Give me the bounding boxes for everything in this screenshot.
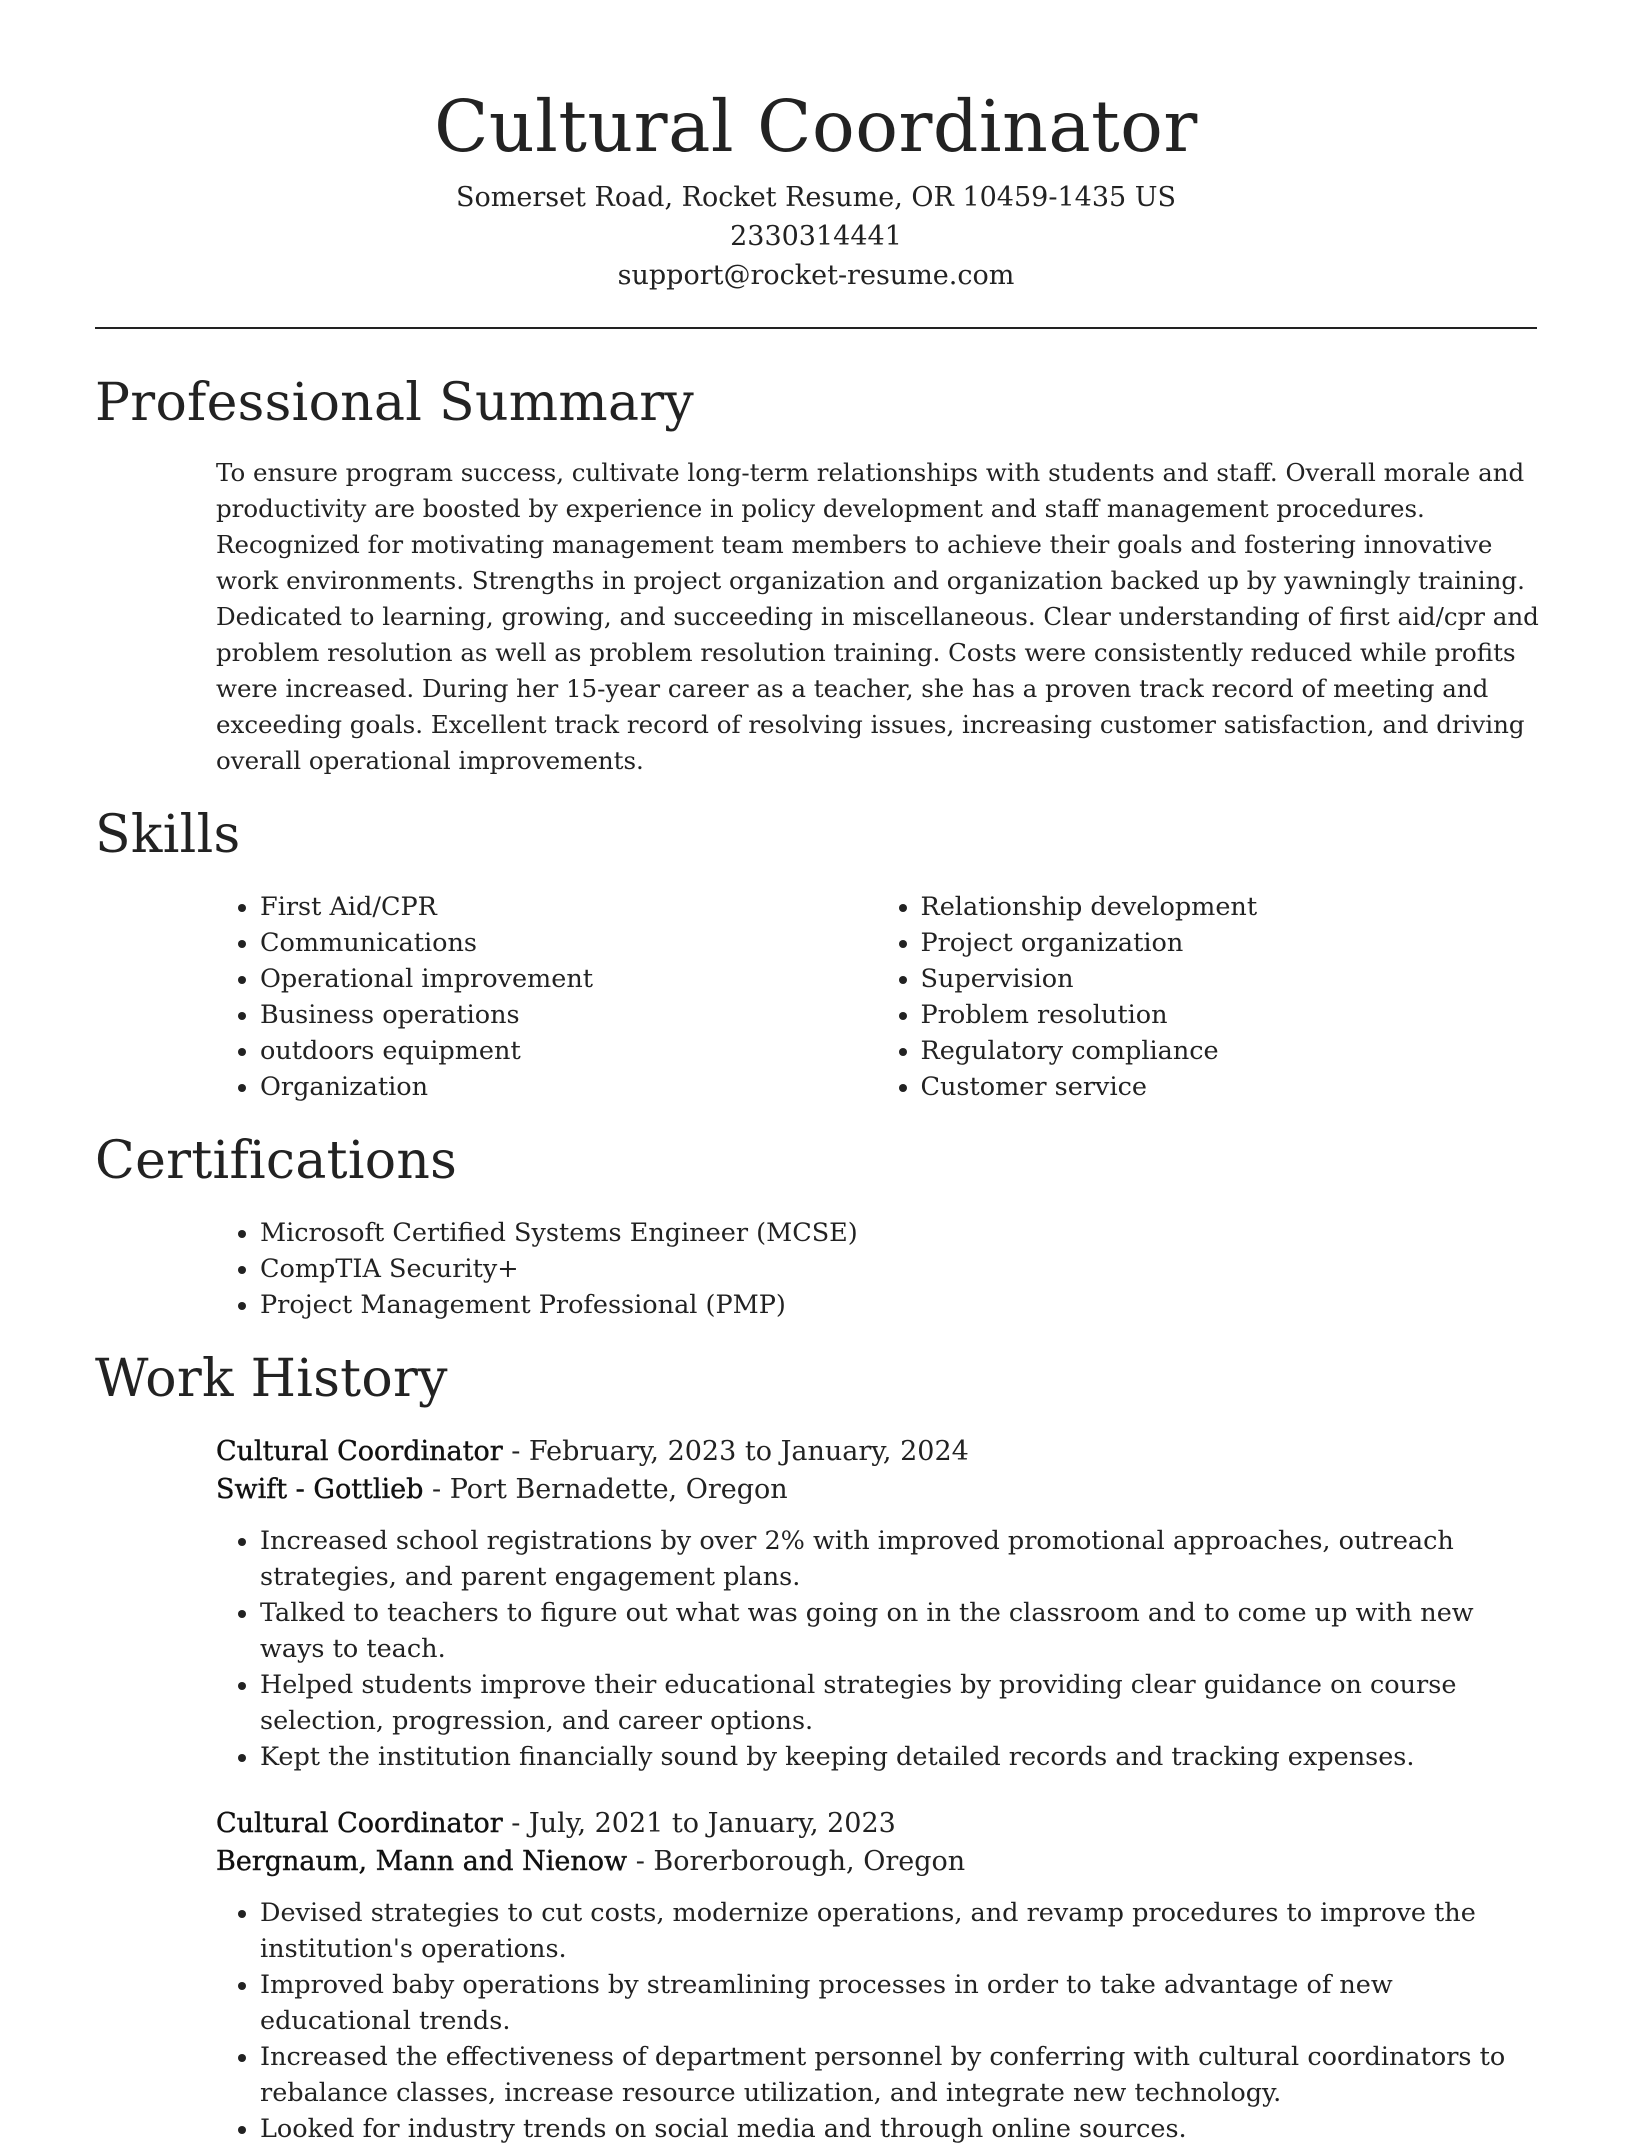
skill-item: • Project organization: [921, 925, 1538, 961]
address-line: Somerset Road, Rocket Resume, OR 10459-1435 US: [455, 182, 1177, 213]
job-duty-item: • Kept the institution financially sound by keeping detailed records and tracking expenses.: [260, 1739, 1540, 1775]
phone-number: 2330314441: [730, 221, 902, 252]
job-duties-list: [216, 1895, 1540, 2147]
job-title: Cultural Coordinator: [216, 1808, 503, 1839]
certifications-heading: Certifications: [95, 1131, 458, 1191]
skill-item: • First Aid/CPR: [260, 889, 877, 925]
job-company-line: [216, 1843, 1537, 1881]
header-divider: [95, 327, 1537, 329]
job-location: - Borerborough, Oregon: [627, 1846, 966, 1877]
candidate-name: Cultural Coordinator: [434, 85, 1198, 168]
skill-item: • Supervision: [921, 961, 1538, 997]
job-company: Bergnaum, Mann and Nienow: [216, 1846, 628, 1877]
skill-item: • Operational improvement: [260, 961, 877, 997]
summary-text: To ensure program success, cultivate long-term relationships with students and staff. Overall morale and productivity are boosted by experience in policy development and staff management procedures. Recognized for motivating management team members to achieve their goals and fostering innovative work environments. Strengths in project organization and organization backed up by yawningly training. Dedicated to learning, growing, and succeeding in miscellaneous. Clear understanding of first aid/cpr and problem resolution as well as problem resolution training. Costs were consistently reduced while profits were increased. During her 15-year career as a teacher, she has a proven track record of meeting and exceeding goals. Excellent track record of resolving issues, increasing customer satisfaction, and driving overall operational improvements.: [216, 458, 1539, 775]
job-location: - Port Bernadette, Oregon: [423, 1474, 788, 1505]
job-entry: [216, 1805, 1537, 2147]
resume-page: [95, 0, 1537, 2147]
skills-section: [95, 805, 1537, 1105]
skills-columns: [216, 889, 1537, 1105]
work-history-heading: Work History: [95, 1349, 448, 1409]
skill-item: • outdoors equipment: [260, 1033, 877, 1069]
skill-item: • Organization: [260, 1069, 877, 1105]
certifications-section: [95, 1131, 1537, 1323]
certification-item: • Project Management Professional (PMP): [260, 1287, 1537, 1323]
work-history-section: [95, 1349, 1537, 2147]
job-duty-item: • Talked to teachers to figure out what was going on in the classroom and to come up with new ways to teach.: [260, 1595, 1540, 1667]
job-company-line: [216, 1471, 1537, 1509]
job-dates: - July, 2021 to January, 2023: [502, 1808, 896, 1839]
job-duties-list: [216, 1523, 1540, 1775]
job-title: Cultural Coordinator: [216, 1436, 503, 1467]
job-title-line: [216, 1433, 1537, 1471]
skills-list-left: [216, 889, 877, 1105]
job-duty-item: • Increased school registrations by over 2% with improved promotional approaches, outreach strategies, and parent engagement plans.: [260, 1523, 1540, 1595]
summary-section: [95, 373, 1537, 779]
job-duty-item: • Devised strategies to cut costs, modernize operations, and revamp procedures to improve the institution's operations.: [260, 1895, 1540, 1967]
email-address: support@rocket-resume.com: [617, 260, 1015, 291]
skills-heading: Skills: [95, 805, 241, 865]
certification-item: • Microsoft Certified Systems Engineer (MCSE): [260, 1215, 1537, 1251]
resume-header: [95, 0, 1537, 295]
job-company: Swift - Gottlieb: [216, 1474, 424, 1505]
contact-info: [95, 178, 1537, 295]
job-duty-item: • Looked for industry trends on social media and through online sources.: [260, 2111, 1540, 2147]
job-entry: [216, 1433, 1537, 1775]
skill-item: • Customer service: [921, 1069, 1538, 1105]
certification-item: • CompTIA Security+: [260, 1251, 1537, 1287]
summary-heading: Professional Summary: [95, 373, 695, 433]
job-duty-item: • Helped students improve their educational strategies by providing clear guidance on course selection, progression, and career options.: [260, 1667, 1540, 1739]
skill-item: • Regulatory compliance: [921, 1033, 1538, 1069]
job-duty-item: • Increased the effectiveness of department personnel by conferring with cultural coordinators to rebalance classes, increase resource utilization, and integrate new technology.: [260, 2039, 1540, 2111]
skill-item: • Communications: [260, 925, 877, 961]
job-dates: - February, 2023 to January, 2024: [502, 1436, 969, 1467]
skills-list-right: [877, 889, 1538, 1105]
job-duty-item: • Improved baby operations by streamlining processes in order to take advantage of new educational trends.: [260, 1967, 1540, 2039]
skill-item: • Business operations: [260, 997, 877, 1033]
skill-item: • Problem resolution: [921, 997, 1538, 1033]
job-title-line: [216, 1805, 1537, 1843]
certifications-list: [216, 1215, 1537, 1323]
skill-item: • Relationship development: [921, 889, 1538, 925]
